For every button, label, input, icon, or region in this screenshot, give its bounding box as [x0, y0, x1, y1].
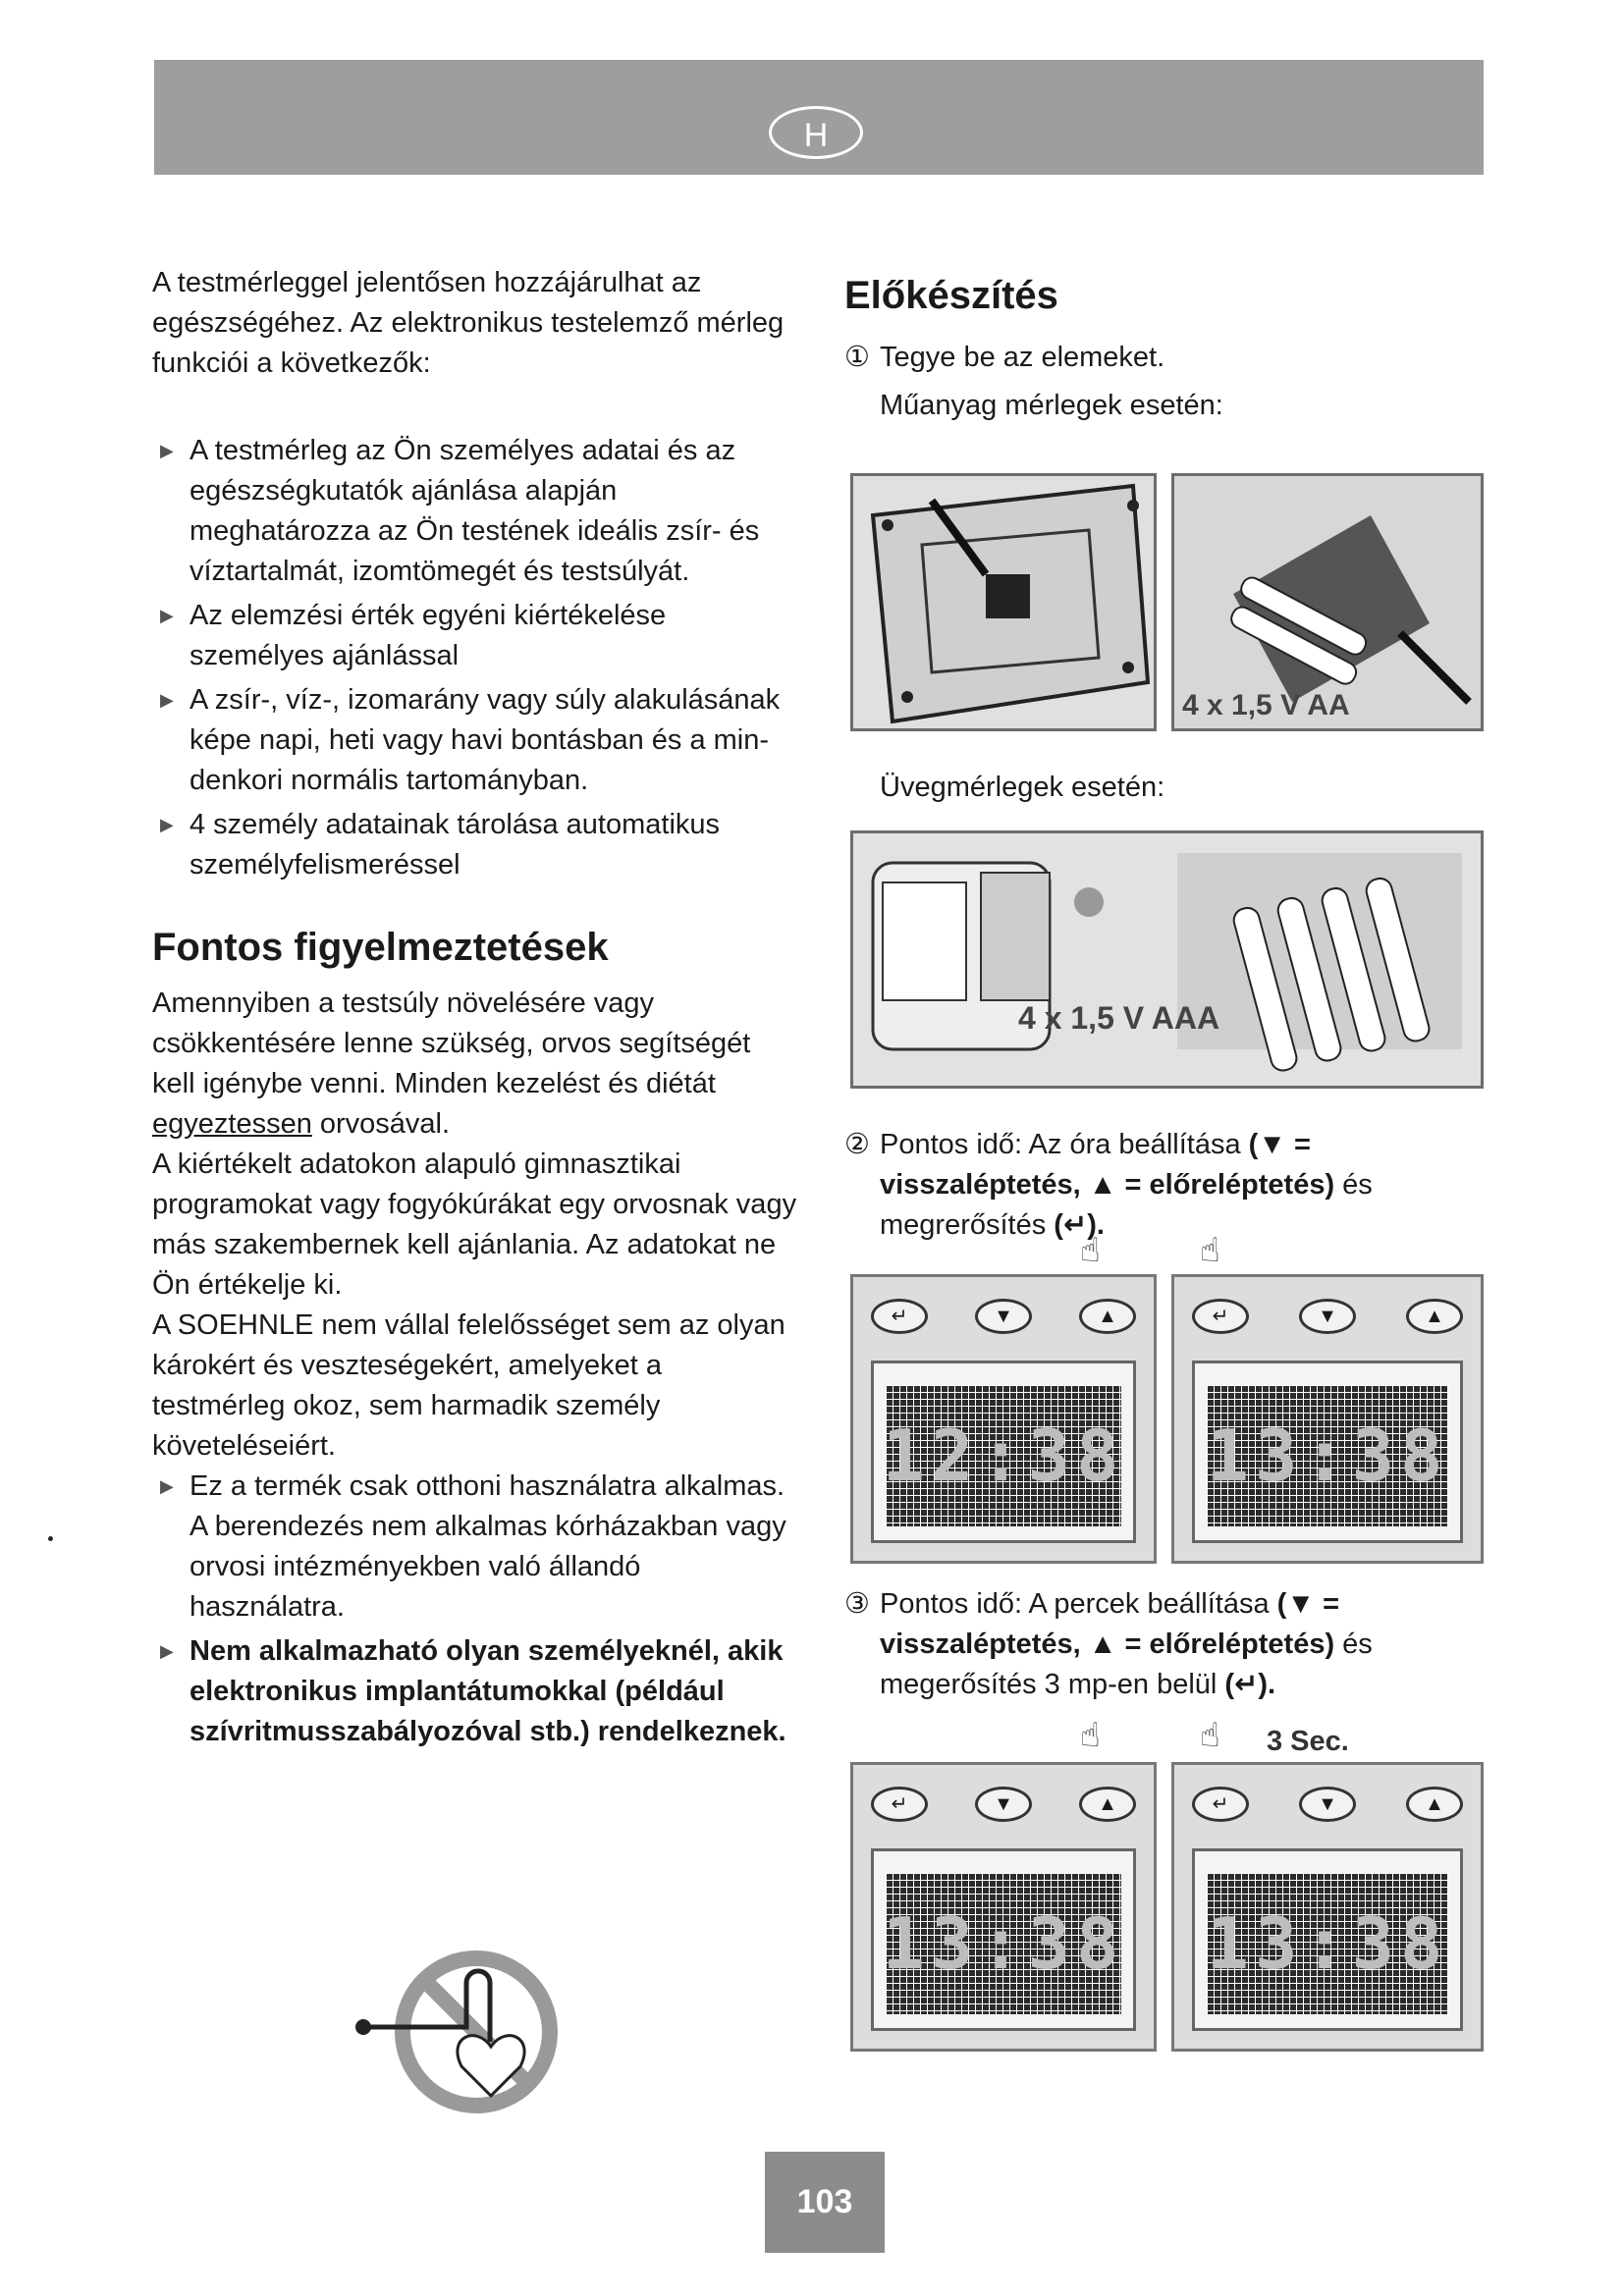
- plastic-scale-label: Műanyag mérlegek esetén:: [880, 390, 1223, 421]
- lcd-time: 13:38: [1206, 1902, 1449, 1985]
- down-button[interactable]: ▼: [1299, 1787, 1356, 1822]
- bullet-triangle-icon: ▶: [160, 1641, 174, 1661]
- display-panel: [1171, 1274, 1484, 1564]
- lcd-time: 13:38: [882, 1902, 1125, 1985]
- feature-item: ▶ A zsír-, víz-, izomarány vagy súly alakulásának képe napi, heti vagy havi bontásban és a min-denkori normális tartományban.: [152, 680, 800, 801]
- intro-text: A testmérleggel jelentősen hozzájárulhat az egészségéhez. Az elektronikus testelemző mérleg funkciói a következők:: [152, 267, 785, 379]
- preparation-heading: Előkészítés: [844, 274, 1058, 317]
- three-seconds-label: 3 Sec.: [1267, 1726, 1349, 1757]
- right-column: [844, 263, 1492, 426]
- bullet-triangle-icon: ▶: [160, 690, 174, 710]
- up-button[interactable]: ▲: [1079, 1299, 1136, 1334]
- up-button[interactable]: ▲: [1079, 1787, 1136, 1822]
- warning-paragraph: A kiértékelt adatokon alapuló gimnasztikai programokat vagy fogyókúrákat egy orvosnak vagy más szakembernek kell ajánlania. Az adatokat ne Ön értékelje ki.: [152, 1148, 797, 1301]
- pointing-hand-icon: ☝: [1200, 1232, 1220, 1269]
- feature-list: [152, 431, 800, 885]
- step-3: ③ Pontos idő: A percek beállítása (▼ = visszaléptetés, ▲ = előreléptetés) és megerősítés 3 mp-en belül (↵).: [844, 1588, 1373, 1700]
- feature-item: ▶ 4 személy adatainak tárolása automatikus személyfelismeréssel: [152, 805, 800, 885]
- warning-paragraph: A SOEHNLE nem vállal felelősséget sem az olyan károkért és veszteségekért, amelyeket a testmérleg okoz, sem harmadik személy követeléseiért.: [152, 1309, 785, 1462]
- bullet-triangle-icon: ▶: [160, 1476, 174, 1496]
- up-button[interactable]: ▲: [1406, 1299, 1463, 1334]
- battery-compartment-aaa-image: [850, 830, 1484, 1089]
- down-button[interactable]: ▼: [975, 1299, 1032, 1334]
- enter-button[interactable]: ↵: [1192, 1787, 1249, 1822]
- down-button[interactable]: ▼: [975, 1787, 1032, 1822]
- page-number: 103: [765, 2152, 885, 2253]
- pointing-hand-icon: ☝: [1080, 1717, 1101, 1754]
- feature-item: ▶ A testmérleg az Ön személyes adatai és az egészségkutatók ajánlása alapján meghatározza az Ön testének ideális zsír- és víztartalmát, izomtömegét és testsúlyát.: [152, 431, 800, 592]
- bullet-triangle-icon: ▶: [160, 441, 174, 460]
- left-column: [152, 263, 800, 1756]
- battery-aaa-label: 4 x 1,5 V AAA: [1018, 1000, 1220, 1036]
- up-button[interactable]: ▲: [1406, 1787, 1463, 1822]
- warning-list: [152, 1467, 800, 1752]
- enter-button[interactable]: ↵: [871, 1299, 928, 1334]
- battery-compartment-aa-image: [1171, 473, 1484, 731]
- bullet-triangle-icon: ▶: [160, 606, 174, 625]
- enter-button[interactable]: ↵: [1192, 1299, 1249, 1334]
- lcd-time: 12:38: [882, 1415, 1125, 1497]
- pointing-hand-icon: ☝: [1080, 1232, 1101, 1269]
- display-panel: [1171, 1762, 1484, 2052]
- glass-scale-label: Üvegmérlegek esetén:: [880, 772, 1165, 803]
- feature-item: ▶ Az elemzési érték egyéni kiértékelése személyes ajánlással: [152, 596, 800, 676]
- step-2: ② Pontos idő: Az óra beállítása (▼ = visszaléptetés, ▲ = előreléptetés) és megrerősítés (↵).: [844, 1129, 1373, 1241]
- display-panel: [850, 1274, 1157, 1564]
- warning-item: ▶ Ez a termék csak otthoni használatra alkalmas. A berendezés nem alkalmas kórházakban vagy orvosi intézményekben való állandó használatra.: [152, 1467, 800, 1628]
- plastic-scale-image: [850, 473, 1157, 731]
- display-panel: [850, 1762, 1157, 2052]
- down-button[interactable]: ▼: [1299, 1299, 1356, 1334]
- country-code-badge: H: [769, 106, 863, 159]
- bullet-triangle-icon: ▶: [160, 815, 174, 834]
- lcd-time: 13:38: [1206, 1415, 1449, 1497]
- warning-item-pacemaker: ▶ Nem alkalmazható olyan személyeknél, akik elektronikus implantátumokkal (például szívritmusszabályozóval stb.) rendelkeznek.: [152, 1631, 800, 1752]
- stray-dot: [48, 1536, 53, 1541]
- battery-aa-label: 4 x 1,5 V AA: [1182, 689, 1350, 721]
- step-1: ① Tegye be az elemeket.: [844, 342, 1165, 373]
- no-pacemaker-icon: [353, 1949, 569, 2125]
- pointing-hand-icon: ☝: [1200, 1717, 1220, 1754]
- enter-button[interactable]: ↵: [871, 1787, 928, 1822]
- warnings-heading: Fontos figyelmeztetések: [152, 926, 609, 969]
- warning-paragraph: Amennyiben a testsúly növelésére vagy csökkentésére lenne szükség, orvos segítségét kell igénybe venni. Minden kezelést és diétát egyeztessen orvosával.: [152, 988, 751, 1140]
